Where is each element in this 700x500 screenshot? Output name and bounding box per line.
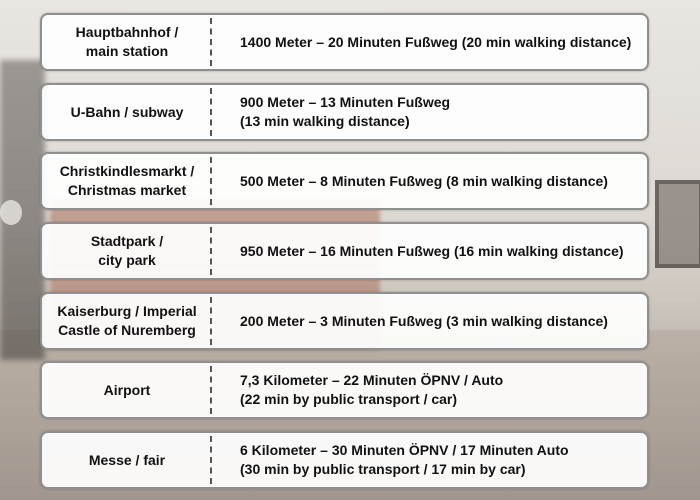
dashed-divider	[210, 297, 212, 345]
background-plant	[0, 200, 22, 225]
place-label: Stadtpark / city park	[90, 233, 164, 268]
distance-row-subway	[40, 83, 649, 141]
dashed-divider	[210, 88, 212, 136]
place-label: Christkindlesmarkt / Christmas market	[59, 163, 195, 198]
distance-info: 7,3 Kilometer – 22 Minuten ÖPNV / Auto (22 min by public transport / car)	[240, 372, 504, 407]
dashed-divider	[210, 436, 212, 484]
distance-row-main-station	[40, 13, 649, 71]
distance-info: 950 Meter – 16 Minuten Fußweg (16 min walking distance)	[240, 242, 624, 259]
distance-row-christmas-market	[40, 152, 649, 210]
place-label: Airport	[103, 381, 151, 398]
distance-info: 500 Meter – 8 Minuten Fußweg (8 min walking distance)	[240, 172, 608, 189]
dashed-divider	[210, 157, 212, 205]
place-label: U-Bahn / subway	[70, 103, 184, 120]
dashed-divider	[210, 18, 212, 66]
distance-info: 200 Meter – 3 Minuten Fußweg (3 min walking distance)	[240, 312, 608, 329]
distance-row-airport	[40, 361, 649, 419]
dashed-divider	[210, 227, 212, 275]
background-picture-frame	[655, 180, 700, 268]
distance-row-city-park	[40, 222, 649, 280]
distance-info: 1400 Meter – 20 Minuten Fußweg (20 min walking distance)	[240, 33, 632, 50]
distance-info: 900 Meter – 13 Minuten Fußweg (13 min walking distance)	[240, 94, 451, 129]
dashed-divider	[210, 366, 212, 414]
distance-row-fair	[40, 431, 649, 489]
distance-info: 6 Kilometer – 30 Minuten ÖPNV / 17 Minuten Auto (30 min by public transport / 17 min by car)	[240, 442, 569, 477]
place-label: Messe / fair	[88, 451, 166, 468]
place-label: Hauptbahnhof / main station	[75, 24, 179, 59]
distance-row-imperial-castle	[40, 292, 649, 350]
place-label: Kaiserburg / Imperial Castle of Nuremberg	[57, 303, 197, 338]
